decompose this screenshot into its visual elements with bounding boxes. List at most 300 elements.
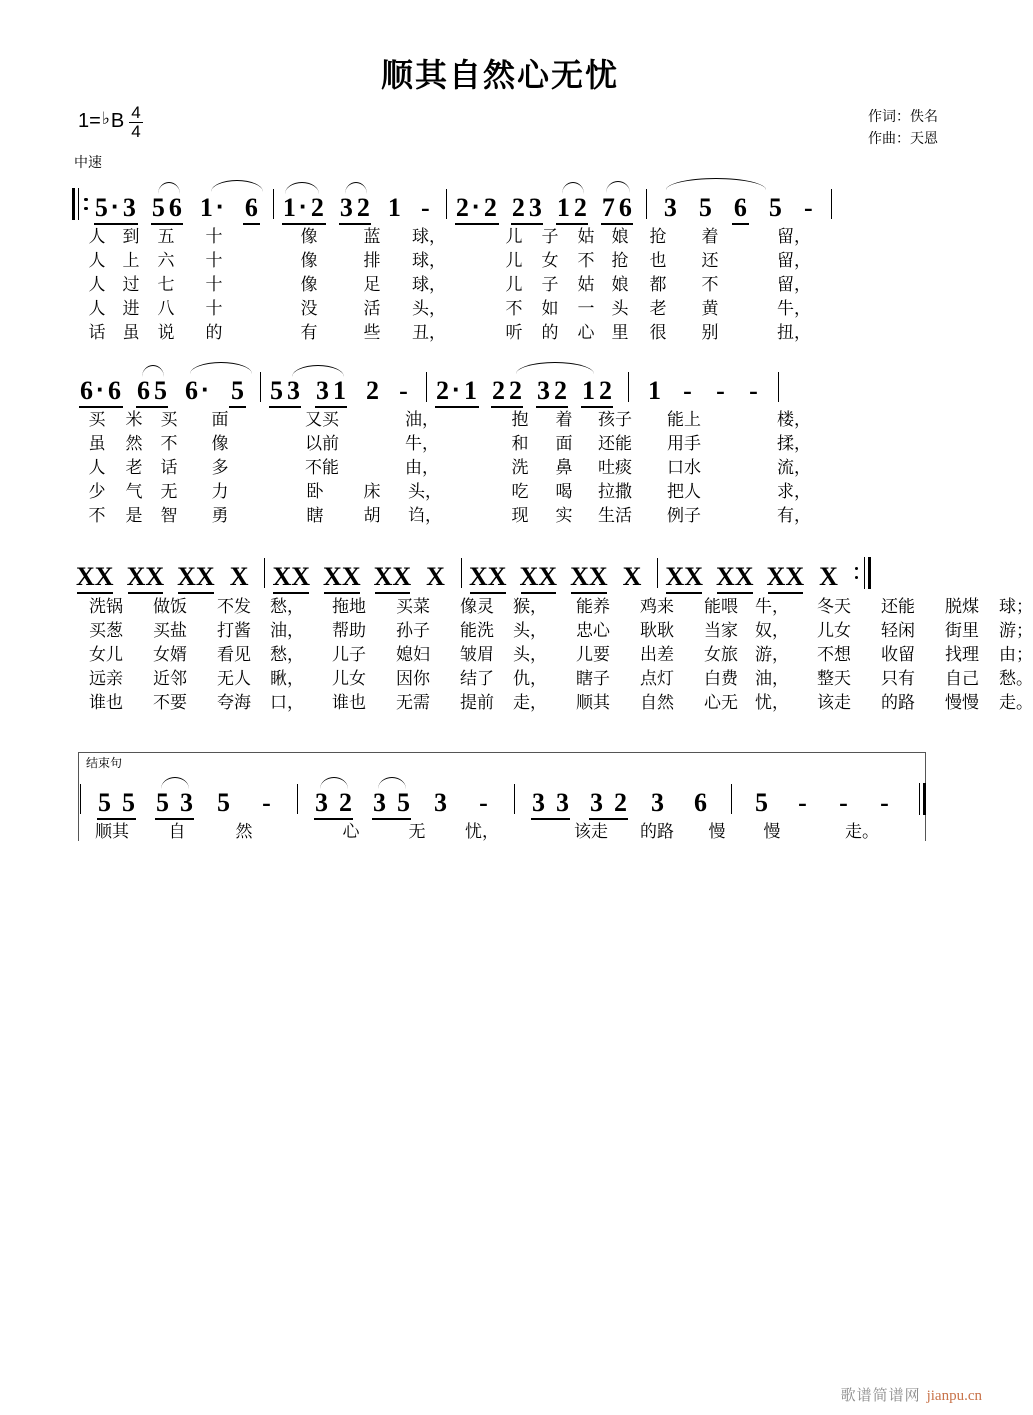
lyric-syllable: 像 bbox=[211, 434, 229, 453]
lyric-syllable: 米 bbox=[125, 410, 143, 429]
lyric-syllable: 收留 bbox=[881, 645, 915, 664]
note: 5 bbox=[768, 193, 782, 222]
rhythm-x: X bbox=[373, 562, 393, 591]
note: 1 bbox=[282, 193, 296, 222]
beamed-group bbox=[96, 790, 137, 816]
composer-credit: 作曲：天恩 bbox=[868, 129, 938, 146]
measure-2-1 bbox=[78, 374, 246, 405]
lyric-syllable: 女旅 bbox=[704, 645, 738, 664]
lyric-syllable: 到 bbox=[122, 227, 140, 246]
lyric-syllable: 心无 bbox=[704, 693, 738, 712]
lyric-syllable: 顺其 bbox=[576, 693, 610, 712]
lyric-syllable: 像 bbox=[300, 275, 318, 294]
lyric-syllable: 吃 bbox=[511, 482, 529, 501]
rhythm-x: X bbox=[487, 562, 507, 591]
lyric-syllable: 人 bbox=[88, 458, 106, 477]
lyric-syllable: 头， bbox=[513, 645, 547, 664]
lyric-syllable: 话 bbox=[88, 323, 106, 342]
site-name-cn: 歌谱简谱网 bbox=[840, 1387, 921, 1404]
lyric-syllable: 勇 bbox=[211, 506, 229, 525]
lyric-syllable: 街里 bbox=[945, 621, 979, 640]
beamed-group bbox=[520, 564, 558, 590]
rhythm-x: X bbox=[622, 562, 642, 591]
note: 5 bbox=[151, 193, 165, 222]
note-row-2 bbox=[0, 358, 1000, 404]
note: 5 bbox=[94, 193, 108, 222]
lyric-syllable: 球； bbox=[999, 597, 1033, 616]
slur bbox=[190, 362, 252, 374]
slur bbox=[666, 178, 766, 190]
duration-dash: - bbox=[880, 788, 889, 817]
barline bbox=[260, 372, 261, 402]
lyric-syllable: 做饭 bbox=[153, 597, 187, 616]
duration-dash: - bbox=[683, 376, 692, 405]
lyric-syllable: 口水 bbox=[667, 458, 701, 477]
lyric-syllable: 老 bbox=[125, 458, 143, 477]
rhythm-x: X bbox=[392, 562, 412, 591]
lyric-syllable: 儿女 bbox=[817, 621, 851, 640]
lyric-verse-3 bbox=[72, 273, 1000, 297]
lyric-syllable: 夸海 bbox=[217, 693, 251, 712]
lyric-syllable: 近邻 bbox=[153, 669, 187, 688]
lyric-syllable: 买葱 bbox=[89, 621, 123, 640]
lyric-syllable: 然 bbox=[125, 434, 143, 453]
lyric-syllable: 头， bbox=[513, 621, 547, 640]
barline bbox=[831, 189, 832, 219]
lyric-syllable: 话 bbox=[160, 458, 178, 477]
note: 5 bbox=[154, 376, 167, 405]
lyric-syllable: 奴， bbox=[755, 621, 789, 640]
note: 1 bbox=[582, 376, 595, 405]
music-system-2 bbox=[0, 358, 1000, 528]
lyric-syllable: 过 bbox=[122, 275, 140, 294]
lyric-syllable: 然 bbox=[235, 822, 253, 841]
lyric-syllable: 活 bbox=[363, 299, 381, 318]
lyric-syllable: 点灯 bbox=[640, 669, 674, 688]
lyric-syllable: 的路 bbox=[881, 693, 915, 712]
rhythm-x: X bbox=[177, 562, 196, 591]
lyric-verse-1 bbox=[72, 595, 1033, 619]
lyric-syllable: 帮助 bbox=[332, 621, 366, 640]
rhythm-x: X bbox=[426, 562, 445, 591]
note: 6 bbox=[137, 376, 150, 405]
beamed-group bbox=[588, 790, 629, 816]
note: 1 bbox=[387, 193, 401, 222]
beamed-group bbox=[555, 195, 589, 221]
lyric-syllable: 五 bbox=[157, 227, 175, 246]
measure-3-1 bbox=[76, 564, 248, 590]
note-row-3 bbox=[0, 550, 1000, 590]
lyric-syllable: 儿 bbox=[505, 227, 523, 246]
music-system-1 bbox=[0, 175, 1000, 345]
lyric-syllable: 不 bbox=[505, 299, 523, 318]
note: 7 bbox=[601, 193, 615, 222]
lyric-syllable: 顺其 bbox=[95, 822, 129, 841]
note-with-trill: 1 bbox=[648, 376, 661, 405]
lyric-syllable: 孩子 bbox=[598, 410, 632, 429]
lyric-syllable: 抢 bbox=[611, 251, 629, 270]
lyric-syllable: 游； bbox=[999, 621, 1033, 640]
rhythm-x: X bbox=[570, 562, 589, 591]
key-label: 1= bbox=[78, 110, 101, 133]
measure-1-2 bbox=[281, 191, 434, 222]
rhythm-x: X bbox=[272, 562, 292, 591]
note: 6 bbox=[168, 193, 182, 222]
lyric-syllable: 例子 bbox=[667, 506, 701, 525]
lyric-syllable: 七 bbox=[157, 275, 175, 294]
lyric-syllable: 还能 bbox=[881, 597, 915, 616]
lyric-syllable: 听 bbox=[505, 323, 523, 342]
measure-2-3 bbox=[434, 374, 614, 405]
lyric-syllable: 该走 bbox=[817, 693, 851, 712]
note: 3 bbox=[339, 193, 353, 222]
lyric-syllable: 留， bbox=[777, 227, 811, 246]
lyric-syllable: 人 bbox=[88, 251, 106, 270]
lyric-syllable: 球， bbox=[412, 251, 446, 270]
rhythm-x: X bbox=[665, 562, 685, 591]
measure-3-2 bbox=[272, 564, 444, 590]
lyric-syllable: 不发 bbox=[217, 597, 251, 616]
lyric-syllable: 进 bbox=[122, 299, 140, 318]
lyric-syllable: 油， bbox=[755, 669, 789, 688]
note: 5 bbox=[698, 193, 712, 222]
beamed-group bbox=[600, 195, 634, 221]
repeat-end-barline bbox=[852, 557, 871, 589]
rhythm-x: X bbox=[538, 562, 558, 591]
lyric-verse-2 bbox=[72, 432, 1000, 456]
beamed-group bbox=[490, 378, 524, 404]
note: 3 bbox=[180, 788, 193, 817]
key-signature bbox=[78, 103, 143, 142]
measure-4-1 bbox=[96, 790, 275, 816]
lyric-syllable: 如 bbox=[541, 299, 559, 318]
beamed-group bbox=[570, 564, 608, 590]
music-system-4 bbox=[0, 742, 1000, 844]
lyric-syllable: 轻闲 bbox=[881, 621, 915, 640]
measure-1-4 bbox=[662, 195, 817, 221]
lyric-syllable: 六 bbox=[157, 251, 175, 270]
lyric-syllable: 球， bbox=[412, 227, 446, 246]
repeat-start-barline bbox=[72, 188, 91, 220]
lyric-syllable: 儿要 bbox=[576, 645, 610, 664]
lyric-syllable: 忧， bbox=[465, 822, 499, 841]
lyric-syllable: 慢 bbox=[763, 822, 781, 841]
lyric-syllable: 流， bbox=[777, 458, 811, 477]
lyric-syllable: 喝 bbox=[555, 482, 573, 501]
note: 6 bbox=[244, 193, 258, 222]
lyric-syllable: 儿子 bbox=[332, 645, 366, 664]
lyric-verse-3 bbox=[72, 456, 1000, 480]
lyric-syllable: 忧， bbox=[755, 693, 789, 712]
note: 3 bbox=[590, 788, 603, 817]
lyric-syllable: 黄 bbox=[701, 299, 719, 318]
lyric-syllable: 些 bbox=[363, 323, 381, 342]
lyric-syllable: 找理 bbox=[945, 645, 979, 664]
lyric-syllable: 因你 bbox=[396, 669, 430, 688]
lyric-syllable: 像 bbox=[300, 227, 318, 246]
note: 6 bbox=[733, 193, 747, 222]
lyric-syllable: 姑 bbox=[577, 227, 595, 246]
beamed-group bbox=[272, 564, 310, 590]
barline bbox=[446, 189, 447, 219]
lyric-syllable: 打酱 bbox=[217, 621, 251, 640]
lyric-syllable: 鸡来 bbox=[640, 597, 674, 616]
lyric-verse-5 bbox=[72, 321, 1000, 345]
lyric-syllable: 愁， bbox=[270, 645, 304, 664]
lyric-syllable: 冬天 bbox=[817, 597, 851, 616]
lyric-syllable: 以前 bbox=[305, 434, 339, 453]
lyric-syllable: 面 bbox=[211, 410, 229, 429]
ending-phrase-label: 结束句 bbox=[86, 756, 123, 770]
duration-dash: - bbox=[479, 788, 488, 817]
duration-dash: - bbox=[421, 193, 430, 222]
lyric-syllable: 生活 bbox=[598, 506, 632, 525]
lyric-syllable: 女 bbox=[541, 251, 559, 270]
lyric-syllable: 智 bbox=[160, 506, 178, 525]
measure-4-4 bbox=[753, 790, 893, 816]
duration-dash: - bbox=[839, 788, 848, 817]
lyric-syllable: 由， bbox=[405, 458, 439, 477]
lyric-syllable: 看见 bbox=[217, 645, 251, 664]
lyric-syllable: 人 bbox=[88, 227, 106, 246]
beamed-group bbox=[767, 564, 805, 590]
lyric-syllable: 还 bbox=[701, 251, 719, 270]
slur bbox=[516, 362, 594, 374]
lyric-syllable: 抢 bbox=[649, 227, 667, 246]
lyric-syllable: 洗锅 bbox=[89, 597, 123, 616]
note-row-1 bbox=[0, 175, 1000, 221]
rhythm-x: X bbox=[519, 562, 539, 591]
barline bbox=[297, 784, 298, 814]
barline bbox=[264, 558, 265, 588]
lyric-syllable: 整天 bbox=[817, 669, 851, 688]
lyric-syllable: 不 bbox=[701, 275, 719, 294]
lyric-syllable: 吐痰 bbox=[598, 458, 632, 477]
beamed-group bbox=[434, 374, 479, 405]
lyric-syllable: 少 bbox=[88, 482, 106, 501]
rhythm-x: X bbox=[323, 562, 342, 591]
lyric-syllable: 不能 bbox=[305, 458, 339, 477]
lyric-syllable: 买 bbox=[160, 410, 178, 429]
lyric-syllable: 扭， bbox=[777, 323, 811, 342]
lyric-syllable: 瞎 bbox=[306, 506, 324, 525]
note: 2 bbox=[339, 788, 352, 817]
beamed-group bbox=[93, 191, 138, 222]
augmentation-dot: · bbox=[472, 191, 481, 221]
lyric-syllable: 不 bbox=[88, 506, 106, 525]
lyric-syllable: 用手 bbox=[667, 434, 701, 453]
lyric-syllable: 洗 bbox=[511, 458, 529, 477]
beamed-group bbox=[323, 564, 361, 590]
note: 5 bbox=[270, 376, 283, 405]
beamed-group bbox=[281, 191, 326, 222]
rhythm-x: X bbox=[126, 562, 146, 591]
lyric-syllable: 由； bbox=[999, 645, 1033, 664]
beamed-group bbox=[313, 790, 354, 816]
augmentation-dot: · bbox=[96, 374, 105, 404]
rhythm-x: X bbox=[229, 562, 249, 591]
lyric-syllable: 上 bbox=[122, 251, 140, 270]
barline bbox=[778, 372, 779, 402]
lyric-syllable: 买菜 bbox=[396, 597, 430, 616]
lyric-syllable: 面 bbox=[555, 434, 573, 453]
lyric-syllable: 只有 bbox=[881, 669, 915, 688]
lyric-syllable: 都 bbox=[649, 275, 667, 294]
credits bbox=[868, 106, 938, 149]
barline bbox=[426, 372, 427, 402]
lyric-syllable: 床 bbox=[363, 482, 381, 501]
lyric-verse-4 bbox=[72, 480, 1000, 504]
lyric-syllable: 没 bbox=[300, 299, 318, 318]
lyric-verse-1 bbox=[72, 820, 1000, 844]
lyric-syllable: 揉， bbox=[777, 434, 811, 453]
barline bbox=[731, 784, 732, 814]
note: 2 bbox=[492, 376, 505, 405]
lyric-syllable: 实 bbox=[555, 506, 573, 525]
lyric-syllable: 抱 bbox=[511, 410, 529, 429]
measure-4-2 bbox=[313, 790, 492, 816]
rhythm-x: X bbox=[76, 562, 95, 591]
note: 3 bbox=[651, 788, 664, 817]
lyric-syllable: 娘 bbox=[611, 275, 629, 294]
lyric-syllable: 求， bbox=[777, 482, 811, 501]
lyric-syllable: 慢慢 bbox=[945, 693, 979, 712]
barline bbox=[657, 558, 658, 588]
lyric-syllable: 该走 bbox=[574, 822, 608, 841]
lyric-syllable: 谁也 bbox=[89, 693, 123, 712]
rhythm-x: X bbox=[715, 562, 735, 591]
lyric-syllable: 油， bbox=[405, 410, 439, 429]
beamed-group bbox=[535, 378, 569, 404]
augmentation-dot: · bbox=[201, 374, 210, 404]
lyric-syllable: 力 bbox=[211, 482, 229, 501]
lyric-syllable: 像灵 bbox=[460, 597, 494, 616]
lyric-syllable: 愁。 bbox=[999, 669, 1033, 688]
lyric-syllable: 还能 bbox=[598, 434, 632, 453]
lyrics-system-1 bbox=[0, 225, 1000, 345]
lyric-syllable: 有， bbox=[777, 506, 811, 525]
lyric-syllable: 十 bbox=[205, 275, 223, 294]
beamed-group bbox=[371, 790, 412, 816]
note: 3 bbox=[537, 376, 550, 405]
lyric-syllable: 很 bbox=[649, 323, 667, 342]
duration-dash: - bbox=[716, 376, 725, 405]
lyric-syllable: 无 bbox=[160, 482, 178, 501]
rhythm-x: X bbox=[819, 562, 838, 591]
lyric-syllable: 能养 bbox=[576, 597, 610, 616]
lyric-syllable: 一 bbox=[577, 299, 595, 318]
rhythm-x: X bbox=[195, 562, 215, 591]
lyric-syllable: 卧 bbox=[306, 482, 324, 501]
lyric-syllable: 仇， bbox=[513, 669, 547, 688]
lyric-syllable: 无 bbox=[408, 822, 426, 841]
beamed-group bbox=[268, 378, 302, 404]
lyric-syllable: 鼻 bbox=[555, 458, 573, 477]
measure-2-4 bbox=[646, 378, 762, 404]
rhythm-x: X bbox=[766, 562, 786, 591]
note: 3 bbox=[287, 376, 300, 405]
lyric-verse-1 bbox=[72, 408, 1000, 432]
lyric-syllable: 买盐 bbox=[153, 621, 187, 640]
lyric-syllable: 猴， bbox=[513, 597, 547, 616]
lyric-syllable: 口， bbox=[270, 693, 304, 712]
lyric-syllable: 虽 bbox=[122, 323, 140, 342]
final-barline bbox=[919, 783, 926, 815]
lyric-syllable: 出差 bbox=[640, 645, 674, 664]
lyric-syllable: 姑 bbox=[577, 275, 595, 294]
note: 2 bbox=[455, 193, 469, 222]
lyric-syllable: 走， bbox=[513, 693, 547, 712]
lyric-syllable: 慢 bbox=[708, 822, 726, 841]
lyric-syllable: 不想 bbox=[817, 645, 851, 664]
lyricist-credit: 作词：佚名 bbox=[868, 108, 938, 124]
lyric-verse-1 bbox=[72, 225, 1000, 249]
beamed-group bbox=[530, 790, 571, 816]
barline bbox=[646, 189, 647, 219]
duration-dash: - bbox=[749, 376, 758, 405]
augmentation-dot: · bbox=[299, 191, 308, 221]
measure-2-2 bbox=[268, 378, 412, 404]
lyric-syllable: 不要 bbox=[153, 693, 187, 712]
lyric-syllable: 买 bbox=[88, 410, 106, 429]
lyric-syllable: 儿 bbox=[505, 251, 523, 270]
note: 3 bbox=[373, 788, 386, 817]
lyric-syllable: 自己 bbox=[945, 669, 979, 688]
beamed-group bbox=[177, 564, 215, 590]
lyric-syllable: 和 bbox=[511, 434, 529, 453]
lyric-verse-2 bbox=[72, 619, 1033, 643]
note: 6 bbox=[618, 193, 632, 222]
lyric-syllable: 不 bbox=[577, 251, 595, 270]
note: 5 bbox=[217, 788, 230, 817]
rhythm-x: X bbox=[341, 562, 361, 591]
lyric-syllable: 楼， bbox=[777, 410, 811, 429]
note: 5 bbox=[755, 788, 768, 817]
lyric-syllable: 多 bbox=[211, 458, 229, 477]
rhythm-x: X bbox=[734, 562, 754, 591]
note: 5 bbox=[231, 376, 244, 405]
rhythm-x: X bbox=[145, 562, 165, 591]
lyrics-system-2 bbox=[0, 408, 1000, 528]
note: 1 bbox=[556, 193, 570, 222]
note: 1 bbox=[333, 376, 346, 405]
note: 2 bbox=[554, 376, 567, 405]
beamed-group bbox=[76, 564, 114, 590]
note-with-grace: 3 bbox=[528, 193, 542, 222]
lyric-syllable: 愁， bbox=[270, 597, 304, 616]
rhythm-x: X bbox=[291, 562, 311, 591]
note: 1 bbox=[199, 193, 213, 222]
note: 3 bbox=[556, 788, 569, 817]
measure-4-3 bbox=[530, 790, 709, 816]
note: 3 bbox=[532, 788, 545, 817]
beamed-group bbox=[469, 564, 507, 590]
lyric-verse-4 bbox=[72, 667, 1033, 691]
lyric-syllable: 气 bbox=[125, 482, 143, 501]
lyric-syllable: 的 bbox=[205, 323, 223, 342]
note: 2 bbox=[599, 376, 612, 405]
lyric-syllable: 胡 bbox=[363, 506, 381, 525]
lyric-syllable: 谁也 bbox=[332, 693, 366, 712]
lyric-syllable: 足 bbox=[363, 275, 381, 294]
lyric-verse-5 bbox=[72, 504, 1000, 528]
slur bbox=[606, 181, 630, 193]
augmentation-dot: · bbox=[452, 374, 461, 404]
beamed-group bbox=[374, 564, 412, 590]
lyric-syllable: 现 bbox=[511, 506, 529, 525]
lyric-syllable: 瞎子 bbox=[576, 669, 610, 688]
lyric-syllable: 当家 bbox=[704, 621, 738, 640]
